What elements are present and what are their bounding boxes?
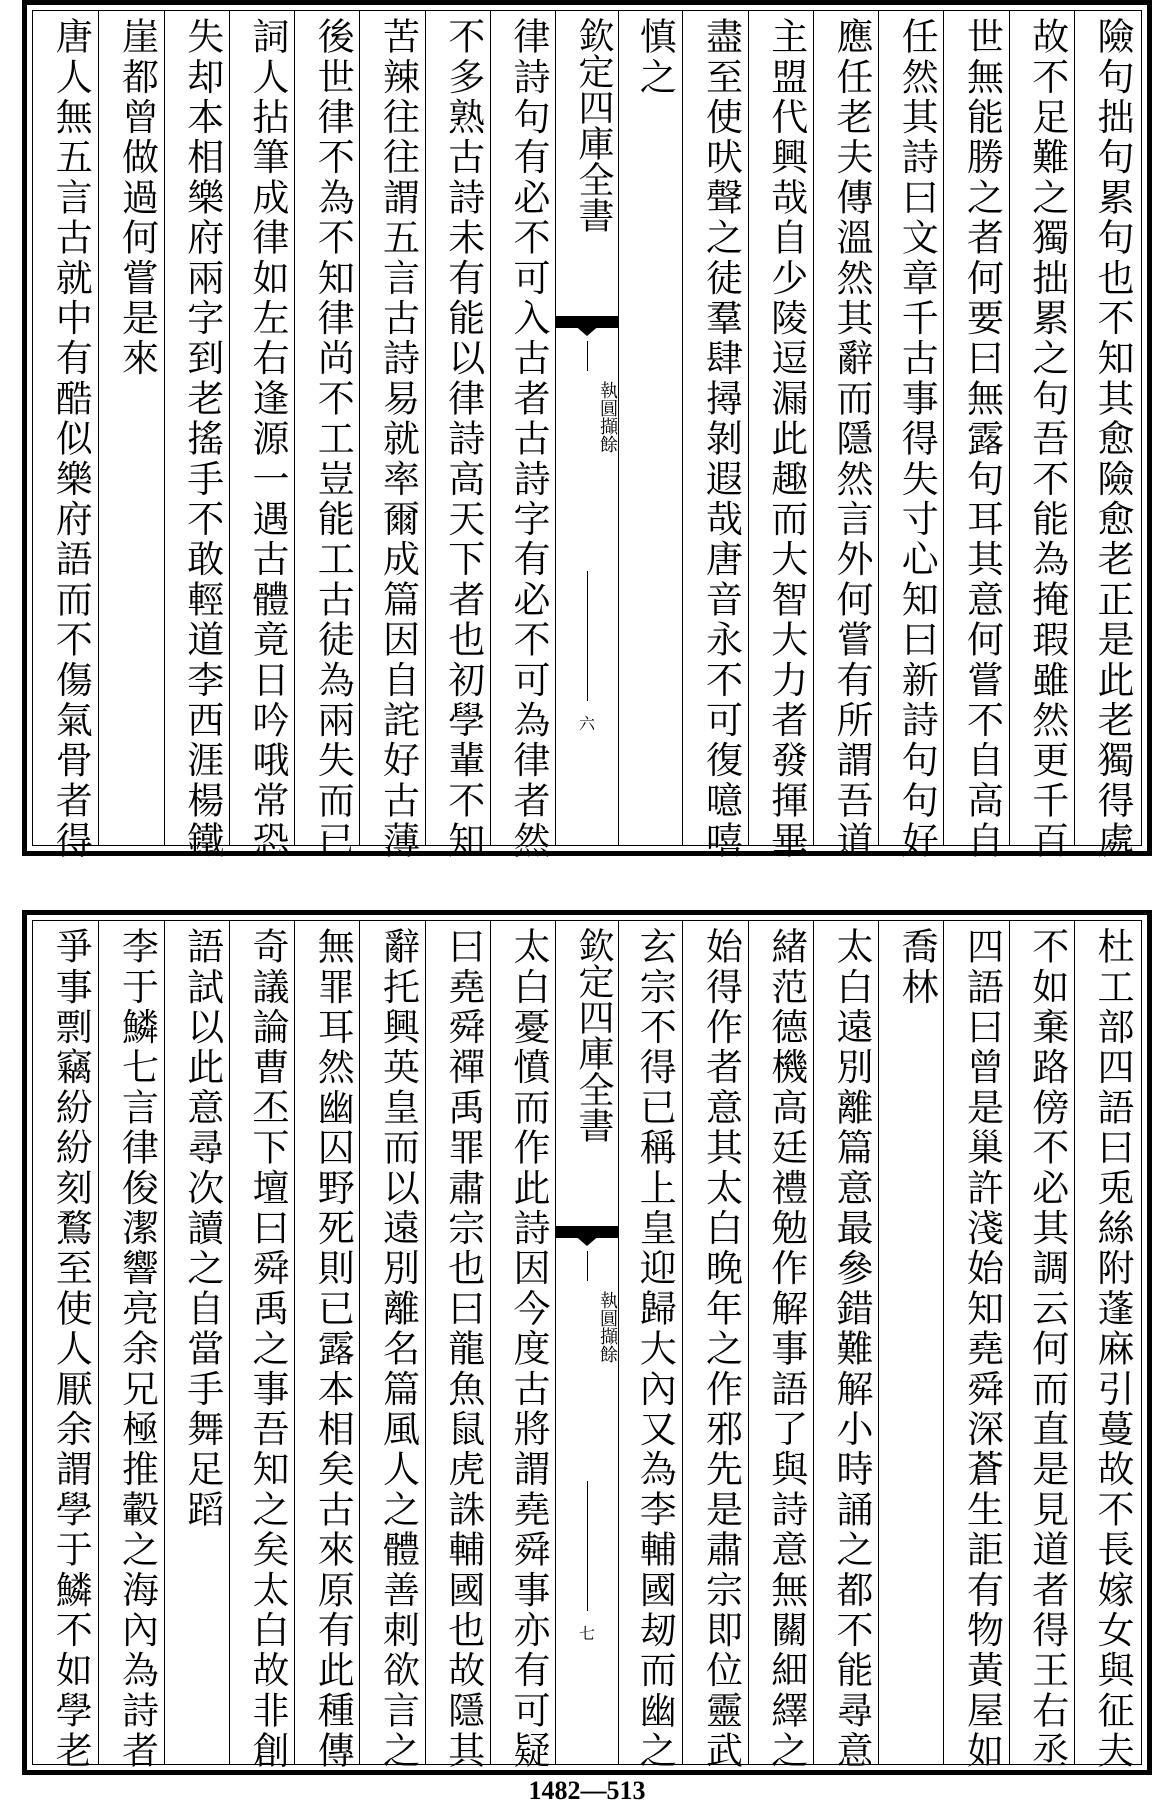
- text-column: [490, 921, 556, 1772]
- text-column: [98, 921, 164, 1772]
- column-text: 險句拙句累句也不知其愈險愈老正是此老獨得處: [1091, 17, 1134, 862]
- spine-page-number: 六: [578, 714, 595, 733]
- column-text: 苦辣往往謂五言古詩易就率爾成篇因自詫好古薄: [376, 17, 420, 862]
- spine-rule: [587, 1251, 588, 1281]
- spine-title: 欽定四庫全書: [573, 17, 614, 233]
- column-text: 任然其詩曰文章千古事得失寸心知曰新詩句句好: [895, 17, 939, 862]
- spine-title: 欽定四庫全書: [573, 927, 614, 1143]
- column-text: 杜工部四語曰兎絲附蓬麻引蔓故不長嫁女與征夫: [1091, 927, 1134, 1772]
- column-text: 不如棄路傍不必其調云何而直是見道者得王右丞: [1025, 927, 1069, 1772]
- column-text: 四語曰曾是巢許淺始知堯舜深蒼生詎有物黃屋如: [960, 927, 1004, 1772]
- text-column: [359, 921, 425, 1772]
- column-text: 後世律不為不知律尚不工豈能工古徒為兩失而已: [311, 17, 355, 862]
- text-column: [425, 921, 491, 1772]
- spine-page-number: 七: [578, 1624, 595, 1643]
- text-column: [878, 11, 944, 862]
- column-text: 喬林: [895, 927, 939, 1008]
- text-column: [617, 11, 682, 845]
- text-column: [164, 921, 230, 1764]
- text-column: [229, 11, 295, 862]
- column-text: 太白遠別離篇意最參錯難解小時誦之都不能尋意: [830, 927, 873, 1772]
- text-column: [878, 921, 944, 1764]
- column-text: 慎之: [633, 17, 677, 98]
- text-column: [748, 921, 814, 1772]
- column-text: 詞人拈筆成律如左右逢源一遇古體竟日吟哦常恐: [246, 17, 289, 862]
- text-column: [164, 11, 230, 862]
- text-column: [813, 921, 879, 1772]
- column-text: 律詩句有必不可入古者古詩字有必不可為律者然: [507, 17, 550, 862]
- text-column: [682, 11, 748, 862]
- fishtail-mark: [556, 316, 618, 336]
- top-page-frame: [32, 10, 1142, 862]
- spine-rule: [587, 1481, 588, 1611]
- text-column: [294, 11, 360, 862]
- column-text: 主盟代興哉自少陵逗漏此趣而大智大力者發揮畢: [764, 17, 808, 862]
- column-text: 曰堯舜禪禹罪肅宗也曰龍魚鼠虎誅輔國也故隱其: [441, 927, 485, 1772]
- fishtail-mark: [556, 1226, 618, 1246]
- text-column: [617, 921, 682, 1772]
- column-text: 不多熟古詩未有能以律詩高天下者也初學輩不知: [441, 17, 485, 862]
- text-column: [943, 11, 1009, 862]
- text-column: [229, 921, 295, 1772]
- column-text: 唐人無五言古就中有酷似樂府語而不傷氣骨者得: [49, 17, 93, 862]
- text-column: [1009, 11, 1075, 862]
- column-text: 太白憂憤而作此詩因今度古將謂堯舜事亦有可疑: [507, 927, 550, 1772]
- column-text: 緒范德機高廷禮勉作解事語了與詩意無關細繹之: [764, 927, 808, 1772]
- column-text: 爭事剽竊紛紛刻鶩至使人厭余謂學于鱗不如學老: [49, 927, 93, 1772]
- top-page: [22, 0, 1152, 862]
- text-column: [98, 11, 164, 845]
- column-text: 辭托興英皇而以遠別離名篇風人之體善刺欲言之: [376, 927, 420, 1772]
- column-text: 始得作者意其太白晚年之作邪先是肅宗即位靈武: [699, 927, 743, 1772]
- text-column: [813, 11, 879, 862]
- text-column: [748, 11, 814, 862]
- column-text: 盡至使吠聲之徒羣肆撏剝遐哉唐音永不可復噫嘻: [699, 17, 743, 862]
- column-text: 崖都曾做過何嘗是來: [115, 17, 159, 379]
- text-column: [1009, 921, 1075, 1772]
- text-column: [33, 11, 98, 862]
- text-column: [33, 921, 98, 1772]
- bottom-page: [22, 910, 1152, 1775]
- spine-subtitle: 執圓擷餘: [597, 381, 618, 453]
- text-column: [1074, 11, 1140, 862]
- spine-subtitle: 執圓擷餘: [597, 1291, 618, 1363]
- column-text: 故不足難之獨拙累之句吾不能為掩瑕雖然更千百: [1025, 17, 1069, 862]
- column-text: 玄宗不得已稱上皇迎歸大內又為李輔國刼而幽之: [633, 927, 677, 1772]
- bottom-page-frame: [32, 920, 1142, 1772]
- page-footer-number: 1482—513: [528, 1776, 646, 1805]
- column-text: 世無能勝之者何要曰無露句耳其意何嘗不自高自: [960, 17, 1004, 862]
- column-text: 無罪耳然幽囚野死則已露本相矣古來原有此種傳: [311, 927, 355, 1772]
- center-spine: [555, 921, 619, 1764]
- spine-rule: [587, 571, 588, 701]
- text-column: [1074, 921, 1140, 1772]
- column-text: 應任老夫傳溫然其辭而隱然言外何嘗有所謂吾道: [830, 17, 873, 862]
- text-column: [490, 11, 556, 862]
- spine-rule: [587, 341, 588, 371]
- text-column: [682, 921, 748, 1772]
- text-column: [359, 11, 425, 862]
- column-text: 語試以此意尋次讀之自當手舞足蹈: [180, 927, 224, 1530]
- text-column: [943, 921, 1009, 1772]
- text-column: [294, 921, 360, 1772]
- column-text: 奇議論曹丕下壇曰舜禹之事吾知之矣太白故非創: [246, 927, 289, 1772]
- text-column: [425, 11, 491, 862]
- column-text: 李于鱗七言律俊潔響亮余兄極推轂之海內為詩者: [115, 927, 159, 1772]
- center-spine: [555, 11, 619, 845]
- column-text: 失却本相樂府兩字到老搖手不敢輕道李西涯楊鐵: [180, 17, 224, 862]
